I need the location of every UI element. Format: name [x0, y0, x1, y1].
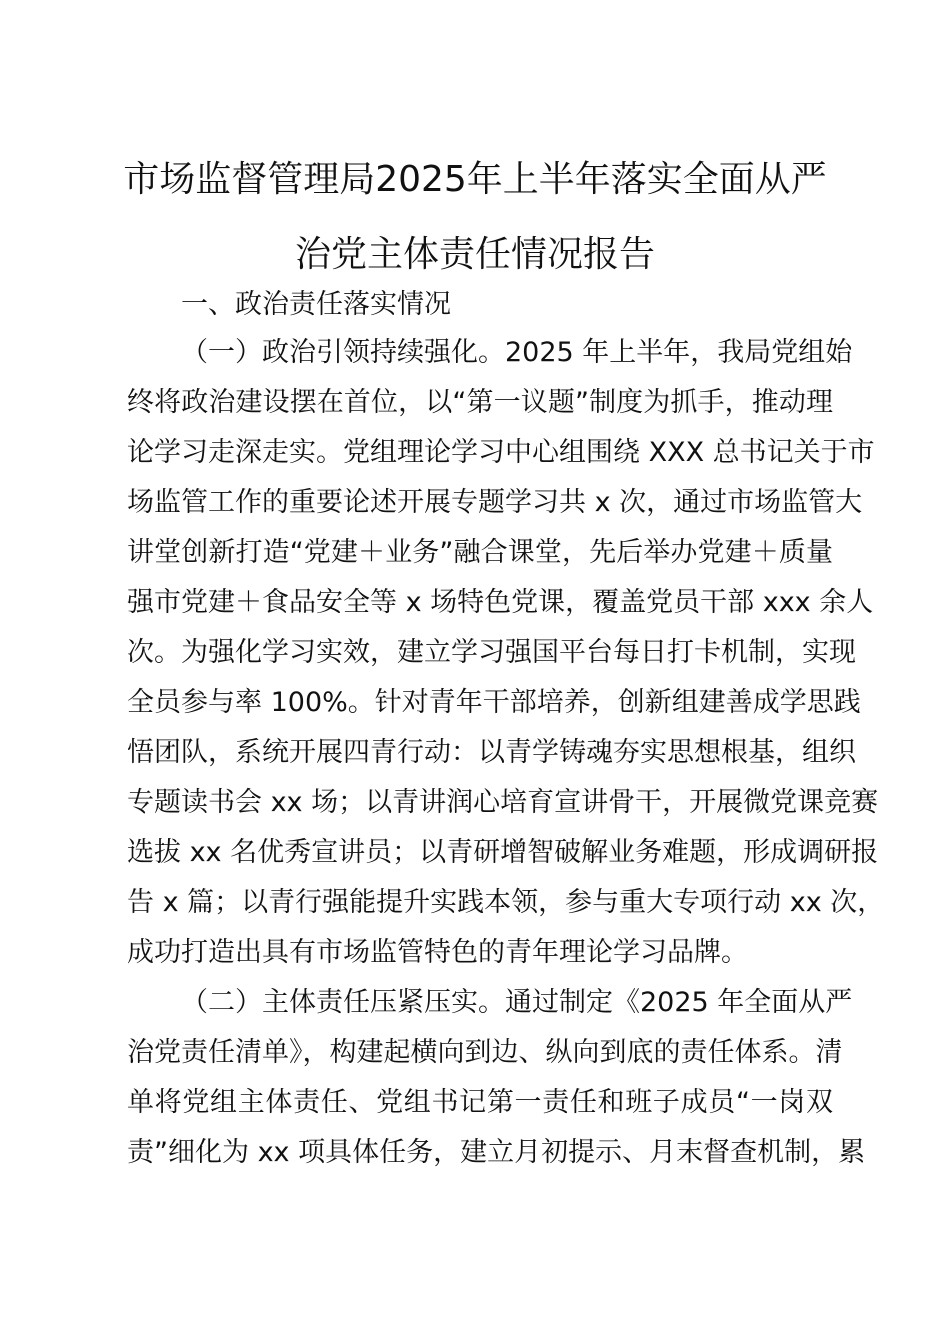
paragraph-2-line: （二）主体责任压紧压实。通过制定《2025 年全面从严: [181, 987, 853, 1018]
paragraph-1-line: 终将政治建设摆在首位，以“第一议题”制度为抓手，推动理: [127, 387, 833, 418]
paragraph-1-line: 告 x 篇；以青行强能提升实践本领，参与重大专项行动 xx 次，: [127, 887, 885, 918]
paragraph-2-line: 责”细化为 xx 项具体任务，建立月初提示、月末督查机制，累: [127, 1137, 866, 1168]
section-heading: 一、政治责任落实情况: [181, 289, 451, 320]
paragraph-1-line: 讲堂创新打造“党建＋业务”融合课堂，先后举办党建＋质量: [127, 537, 833, 568]
paragraph-2-line: 治党责任清单》，构建起横向到边、纵向到底的责任体系。清: [127, 1037, 843, 1068]
paragraph-1-line: 场监管工作的重要论述开展专题学习共 x 次，通过市场监管大: [127, 487, 863, 518]
paragraph-2-line: 单将党组主体责任、党组书记第一责任和班子成员“一岗双: [127, 1087, 833, 1118]
paragraph-1-line: 悟团队，系统开展四青行动：以青学铸魂夯实思想根基，组织: [127, 737, 856, 768]
paragraph-1-line: （一）政治引领持续强化。2025 年上半年，我局党组始: [181, 337, 853, 368]
paragraph-1-line: 成功打造出具有市场监管特色的青年理论学习品牌。: [127, 937, 748, 968]
document-title-line-2: 治党主体责任情况报告: [294, 234, 655, 275]
paragraph-1-line: 论学习走深走实。党组理论学习中心组围绕 XXX 总书记关于市: [127, 437, 875, 468]
paragraph-1-line: 专题读书会 xx 场；以青讲润心培育宣讲骨干，开展微党课竞赛: [127, 787, 879, 818]
document-title-line-1: 市场监督管理局2025年上半年落实全面从严: [123, 159, 827, 200]
paragraph-1-line: 选拔 xx 名优秀宣讲员；以青研增智破解业务难题，形成调研报: [127, 837, 879, 868]
paragraph-1-line: 次。为强化学习实效，建立学习强国平台每日打卡机制，实现: [127, 637, 856, 668]
paragraph-1-line: 全员参与率 100%。针对青年干部培养，创新组建善成学思践: [127, 687, 861, 718]
paragraph-1-line: 强市党建＋食品安全等 x 场特色党课，覆盖党员干部 xxx 余人: [127, 587, 874, 618]
